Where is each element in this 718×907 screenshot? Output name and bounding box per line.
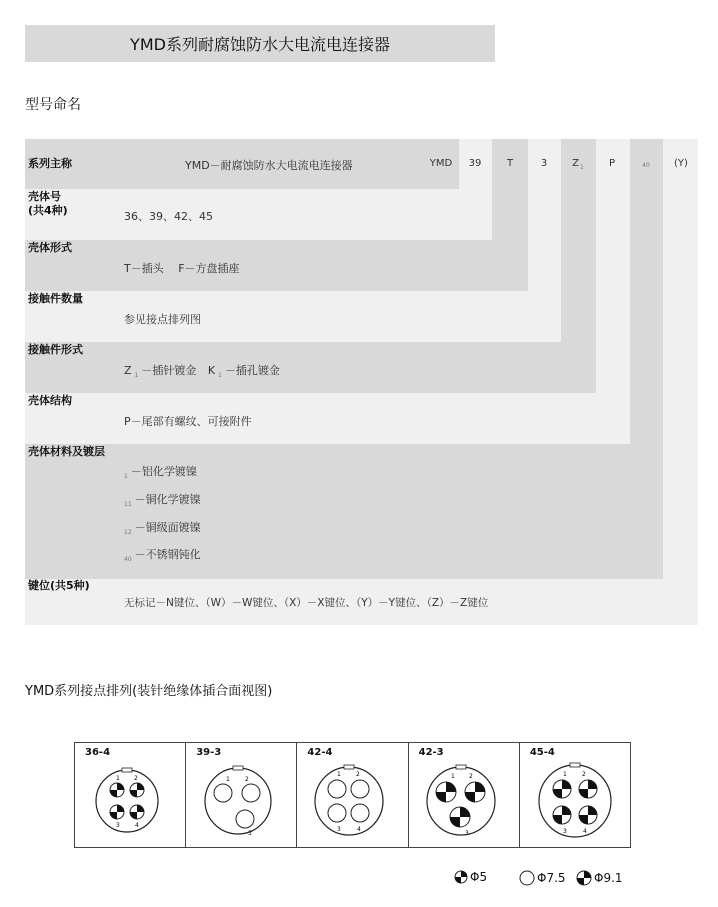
page-title-bar (25, 25, 495, 62)
material-item: $_{11}$ －铜化学镀镍 (124, 493, 201, 509)
legend-d7-5 (519, 870, 566, 886)
material-label: 壳体材料及镀层 (28, 445, 105, 458)
pin-d5 (110, 783, 124, 797)
legend-d5 (454, 870, 487, 884)
svg-text:3: 3 (464, 830, 469, 837)
pin-d9-1 (579, 806, 597, 824)
material-item: $_{12}$ －铜级面镀镍 (124, 521, 201, 537)
arrangement-42-4 (297, 743, 408, 847)
pin-d5 (130, 805, 144, 819)
shell-size-desc: 36、39、42、45 (124, 210, 213, 223)
svg-text:1: 1 (450, 773, 455, 780)
pin-d5 (110, 805, 124, 819)
svg-text:4: 4 (135, 822, 139, 829)
code-contact-type: $Z_1$ (572, 158, 584, 171)
code-keying: (Y) (674, 158, 688, 169)
svg-text:4: 4 (357, 826, 362, 833)
arrangement-36-4 (75, 743, 186, 847)
code-shell-size: 39 (468, 158, 482, 169)
pin-d9-1 (450, 807, 470, 827)
code-structure: P (608, 158, 616, 169)
legend-d7-5-label: Φ7.5 (537, 871, 566, 885)
pin-d9-1-icon (576, 870, 592, 886)
contact-type-label: 接触件形式 (28, 343, 83, 356)
legend-d9-1 (576, 870, 623, 886)
arrangement-42-3 (409, 743, 520, 847)
svg-text:1: 1 (562, 771, 567, 778)
arrangement-label: 45-4 (529, 747, 555, 758)
page-title: YMD系列耐腐蚀防水大电流电连接器 (130, 35, 390, 54)
arrangement-label: 42-3 (418, 747, 444, 758)
pin-d9-1 (553, 806, 571, 824)
code-series: YMD (429, 158, 453, 169)
structure-desc: P－尾部有螺纹、可接附件 (124, 415, 252, 428)
arrangement-42-4-diagram (297, 743, 407, 847)
arrangement-36-4-diagram (75, 743, 185, 847)
svg-text:3: 3 (562, 828, 567, 835)
arrangement-45-4-diagram (520, 743, 630, 847)
arrangement-label: 42-4 (307, 747, 333, 758)
code-contact-count: 3 (540, 158, 548, 169)
pin-d9-1 (436, 782, 456, 802)
arrangement-42-3-diagram (409, 743, 519, 847)
pin-d9-1 (553, 780, 571, 798)
svg-text:1: 1 (337, 771, 342, 778)
model-heading: 型号命名 (25, 97, 81, 113)
legend-d9-1-label: Φ9.1 (594, 871, 623, 885)
shell-size-label: 壳体号 (共4种) (28, 190, 68, 217)
pin-d9-1 (465, 782, 485, 802)
svg-text:3: 3 (248, 830, 253, 837)
series-label: 系列主称 (28, 157, 72, 170)
svg-text:2: 2 (134, 775, 138, 782)
contact-arrangements (74, 742, 631, 848)
shell-form-desc: T－插头 F－方盘插座 (124, 262, 240, 275)
arrangement-label: 39-3 (196, 747, 222, 758)
svg-text:1: 1 (226, 776, 231, 783)
model-table (25, 139, 698, 625)
pin-d7-5-icon (519, 870, 535, 886)
svg-text:3: 3 (337, 826, 342, 833)
arrangement-39-3-diagram (186, 743, 296, 847)
svg-text:2: 2 (356, 771, 361, 778)
svg-text:4: 4 (582, 828, 587, 835)
keying-desc: 无标记－N键位、（W）－W键位、（X）－X键位、（Y）－Y键位、（Z）－Z键位 (124, 597, 489, 609)
arrangement-heading: YMD系列接点排列(装针绝缘体插合面视图) (25, 684, 273, 699)
keying-label: 键位(共5种) (28, 579, 90, 592)
code-material: 40 (642, 162, 650, 169)
svg-text:2: 2 (468, 773, 473, 780)
arrangement-45-4 (520, 743, 630, 847)
contact-count-desc: 参见接点排列图 (124, 313, 201, 326)
pin-d9-1 (579, 780, 597, 798)
series-desc: YMD－耐腐蚀防水大电流电连接器 (185, 159, 353, 172)
svg-text:2: 2 (245, 776, 250, 783)
contact-type-desc: Z $_1$ －插针镀金 K $_1$ －插孔镀金 (124, 364, 280, 380)
material-item: $_{40}$ －不锈钢钝化 (124, 548, 201, 564)
contact-count-label: 接触件数量 (28, 292, 83, 305)
shell-form-label: 壳体形式 (28, 241, 72, 254)
material-item: $_1$ －铝化学镀镍 (124, 465, 197, 481)
pin-d5-icon (454, 870, 468, 884)
pin-d5 (130, 783, 144, 797)
svg-text:3: 3 (116, 822, 120, 829)
arrangement-39-3 (186, 743, 297, 847)
svg-text:2: 2 (581, 771, 586, 778)
legend-d5-label: Φ5 (470, 870, 488, 884)
structure-label: 壳体结构 (28, 394, 72, 407)
code-shell-form: T (506, 158, 514, 169)
arrangement-label: 36-4 (85, 747, 111, 758)
svg-text:1: 1 (116, 775, 120, 782)
